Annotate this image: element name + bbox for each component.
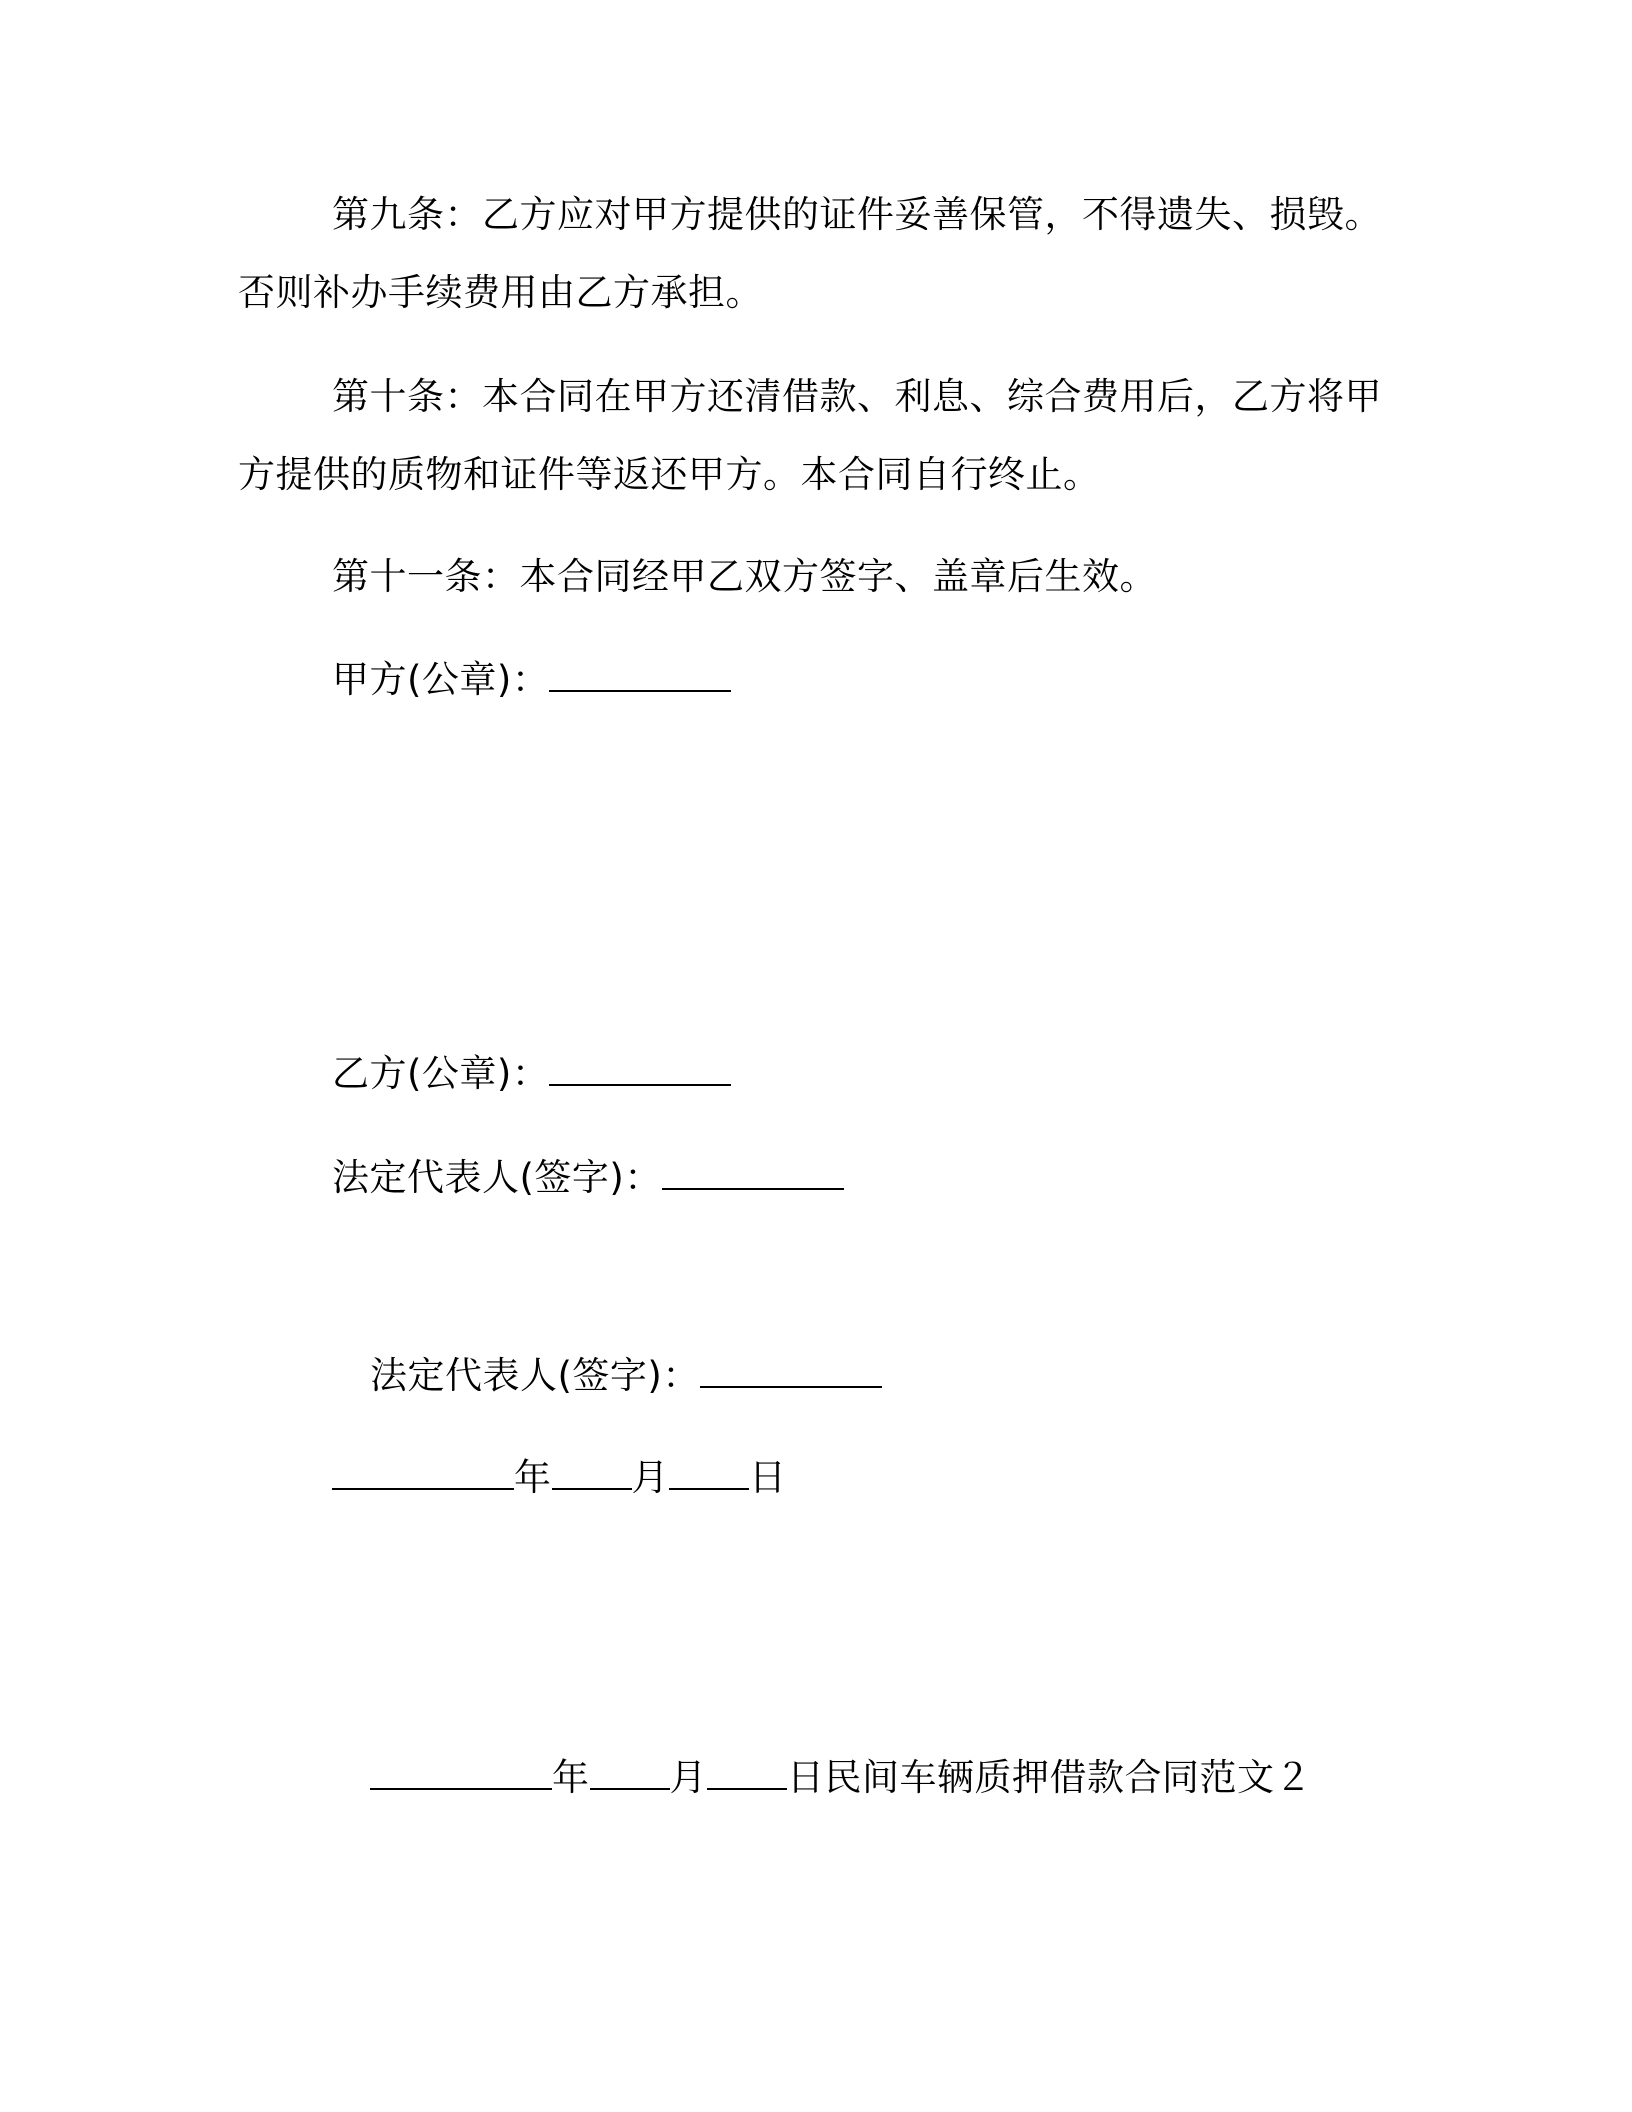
legal-rep-blank-2 <box>700 1350 882 1388</box>
party-b-label: 乙方(公章)： <box>332 1052 550 1095</box>
title-day-blank <box>707 1752 787 1790</box>
year-blank <box>332 1452 514 1490</box>
title-suffix: 日民间车辆质押借款合同范文２ <box>787 1756 1312 1799</box>
legal-rep-blank-1 <box>662 1152 844 1190</box>
title-month-blank <box>590 1752 670 1790</box>
title-year-blank <box>370 1752 552 1790</box>
article-9-line-2: 否则补办手续费用由乙方承担。 <box>238 271 763 314</box>
day-blank <box>669 1452 749 1490</box>
legal-rep-label-1: 法定代表人(签字)： <box>332 1156 662 1199</box>
month-blank <box>552 1452 632 1490</box>
party-a-signature-line <box>332 654 731 705</box>
legal-rep-label-2: 法定代表人(签字)： <box>370 1354 700 1397</box>
article-9-line-1: 第九条：乙方应对甲方提供的证件妥善保管，不得遗失、损毁。 <box>332 193 1382 236</box>
party-b-signature-line <box>332 1048 731 1099</box>
year-label: 年 <box>514 1456 552 1499</box>
day-label: 日 <box>749 1456 787 1499</box>
party-b-blank <box>549 1048 731 1086</box>
month-label: 月 <box>631 1456 669 1499</box>
legal-rep-signature-line-2 <box>370 1350 882 1401</box>
party-a-blank <box>549 654 731 692</box>
title-year-label: 年 <box>552 1756 590 1799</box>
article-11: 第十一条：本合同经甲乙双方签字、盖章后生效。 <box>332 555 1157 598</box>
article-10-line-1: 第十条：本合同在甲方还清借款、利息、综合费用后，乙方将甲 <box>332 375 1382 418</box>
next-contract-title <box>370 1752 1312 1803</box>
article-10-line-2: 方提供的质物和证件等返还甲方。本合同自行终止。 <box>238 453 1101 496</box>
title-month-label: 月 <box>669 1756 707 1799</box>
legal-rep-signature-line-1 <box>332 1152 844 1203</box>
date-line <box>332 1452 787 1503</box>
party-a-label: 甲方(公章)： <box>332 658 550 701</box>
